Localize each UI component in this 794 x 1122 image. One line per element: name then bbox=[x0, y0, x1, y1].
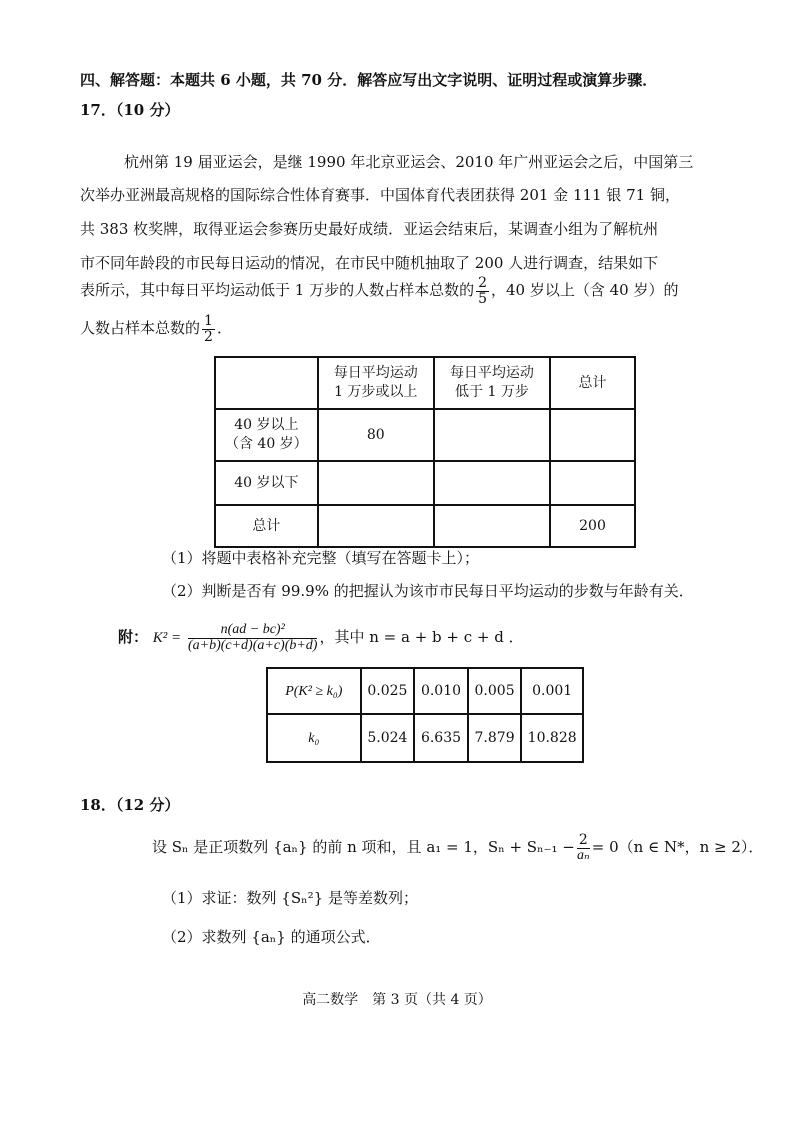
q17-fraction-1-2-den: 2 bbox=[204, 328, 213, 345]
chi-square-formula bbox=[118, 614, 524, 661]
critical-row-label: P(K² ≥ k₀) bbox=[267, 668, 361, 714]
contingency-table bbox=[214, 356, 636, 548]
q18-stem bbox=[152, 825, 763, 869]
contingency-row bbox=[215, 505, 635, 547]
q18-stem-text: 设 Sₙ 是正项数列 {aₙ} 的前 n 项和，且 a₁ = 1，Sₙ + Sₙ₋₁ − bbox=[152, 838, 575, 856]
critical-cell: 5.024 bbox=[361, 714, 415, 762]
critical-cell: 0.005 bbox=[468, 668, 522, 714]
contingency-cell bbox=[318, 505, 434, 547]
contingency-cell bbox=[434, 505, 550, 547]
formula-fraction bbox=[188, 623, 318, 653]
contingency-header-1: 每日平均运动 1 万步或以上 bbox=[318, 357, 434, 409]
contingency-row-label: 总计 bbox=[215, 505, 318, 547]
q17-para6-tail: ． bbox=[216, 319, 232, 337]
section-heading: 四、解答题：本题共 6 小题，共 70 分．解答应写出文字说明、证明过程或演算步骤． bbox=[80, 71, 658, 89]
formula-denominator: (a+b)(c+d)(a+c)(b+d) bbox=[187, 637, 318, 653]
critical-value-row-k bbox=[267, 714, 583, 762]
critical-cell: 6.635 bbox=[414, 714, 468, 762]
contingency-header-2: 每日平均运动 低于 1 万步 bbox=[434, 357, 550, 409]
q17-para5-text: 表所示，其中每日平均运动低于 1 万步的人数占样本总数的 bbox=[80, 281, 475, 299]
critical-value-row-p bbox=[267, 668, 583, 714]
contingency-row bbox=[215, 409, 635, 461]
contingency-row bbox=[215, 461, 635, 505]
q17-para-line-3: 共 383 枚奖牌，取得亚运会参赛历史最好成绩．亚运会结束后，某调查小组为了解杭州 bbox=[80, 220, 659, 238]
q18-number: 18．（12 分） bbox=[80, 796, 180, 814]
contingency-header-corner bbox=[215, 357, 318, 409]
q18-fraction bbox=[577, 833, 590, 863]
q17-fraction-2-5-num: 2 bbox=[478, 274, 488, 291]
q17-sub-1: （1）将题中表格补充完整（填写在答题卡上）； bbox=[162, 549, 480, 567]
q18-sub-1: （1）求证：数列 {Sₙ²} 是等差数列； bbox=[162, 889, 418, 907]
q17-fraction-2-5-den: 5 bbox=[478, 290, 488, 307]
contingency-row-label: 40 岁以上 （含 40 岁） bbox=[215, 409, 318, 461]
contingency-row-label: 40 岁以下 bbox=[215, 461, 318, 505]
contingency-cell: 200 bbox=[550, 505, 635, 547]
contingency-cell bbox=[550, 409, 635, 461]
q18-fraction-den: aₙ bbox=[576, 847, 590, 863]
critical-cell: 10.828 bbox=[521, 714, 583, 762]
q17-para-line-2: 次举办亚洲最高规格的国际综合性体育赛事．中国体育代表团获得 201 金 111 银 71 铜， bbox=[80, 186, 680, 204]
critical-cell: 0.010 bbox=[414, 668, 468, 714]
critical-cell: 0.025 bbox=[361, 668, 415, 714]
q17-para6-text: 人数占样本总数的 bbox=[80, 319, 201, 337]
q17-number: 17．（10 分） bbox=[80, 101, 180, 119]
critical-cell: 7.879 bbox=[468, 714, 522, 762]
contingency-header-row bbox=[215, 357, 635, 409]
critical-row-label: k₀ bbox=[267, 714, 361, 762]
q17-fraction-1-2 bbox=[202, 314, 215, 344]
q17-para-line-4: 市不同年龄段的市民每日运动的情况，在市民中随机抽取了 200 人进行调查，结果如下 bbox=[80, 254, 659, 272]
q17-para-line-1: 杭州第 19 届亚运会，是继 1990 年北京亚运会、2010 年广州亚运会之后，中国第三 bbox=[124, 153, 694, 171]
q18-stem-tail: = 0（n ∈ N*，n ≥ 2）． bbox=[591, 838, 764, 856]
contingency-cell bbox=[434, 461, 550, 505]
contingency-header-total: 总计 bbox=[550, 357, 635, 409]
formula-numerator: n(ad − bc)² bbox=[188, 623, 318, 639]
q17-para5-tail: ，40 岁以上（含 40 岁）的 bbox=[491, 281, 679, 299]
contingency-cell: 80 bbox=[318, 409, 434, 461]
critical-cell: 0.001 bbox=[521, 668, 583, 714]
contingency-cell bbox=[550, 461, 635, 505]
q17-para-line-6 bbox=[80, 303, 232, 353]
q17-fraction-2-5 bbox=[476, 276, 489, 306]
critical-value-table bbox=[266, 667, 584, 763]
q17-sub-2: （2）判断是否有 99.9% 的把握认为该市市民每日平均运动的步数与年龄有关． bbox=[162, 582, 694, 600]
q17-fraction-1-2-num: 1 bbox=[204, 312, 213, 329]
formula-tail: ，其中 n = a + b + c + d ． bbox=[319, 628, 524, 646]
formula-lhs: K² = bbox=[152, 630, 182, 646]
page-footer: 高二数学 第 3 页（共 4 页） bbox=[302, 992, 492, 1008]
q18-fraction-num: 2 bbox=[578, 831, 588, 848]
contingency-cell bbox=[318, 461, 434, 505]
q18-sub-2: （2）求数列 {aₙ} 的通项公式． bbox=[162, 928, 381, 946]
formula-label: 附： bbox=[118, 628, 149, 646]
contingency-cell bbox=[434, 409, 550, 461]
